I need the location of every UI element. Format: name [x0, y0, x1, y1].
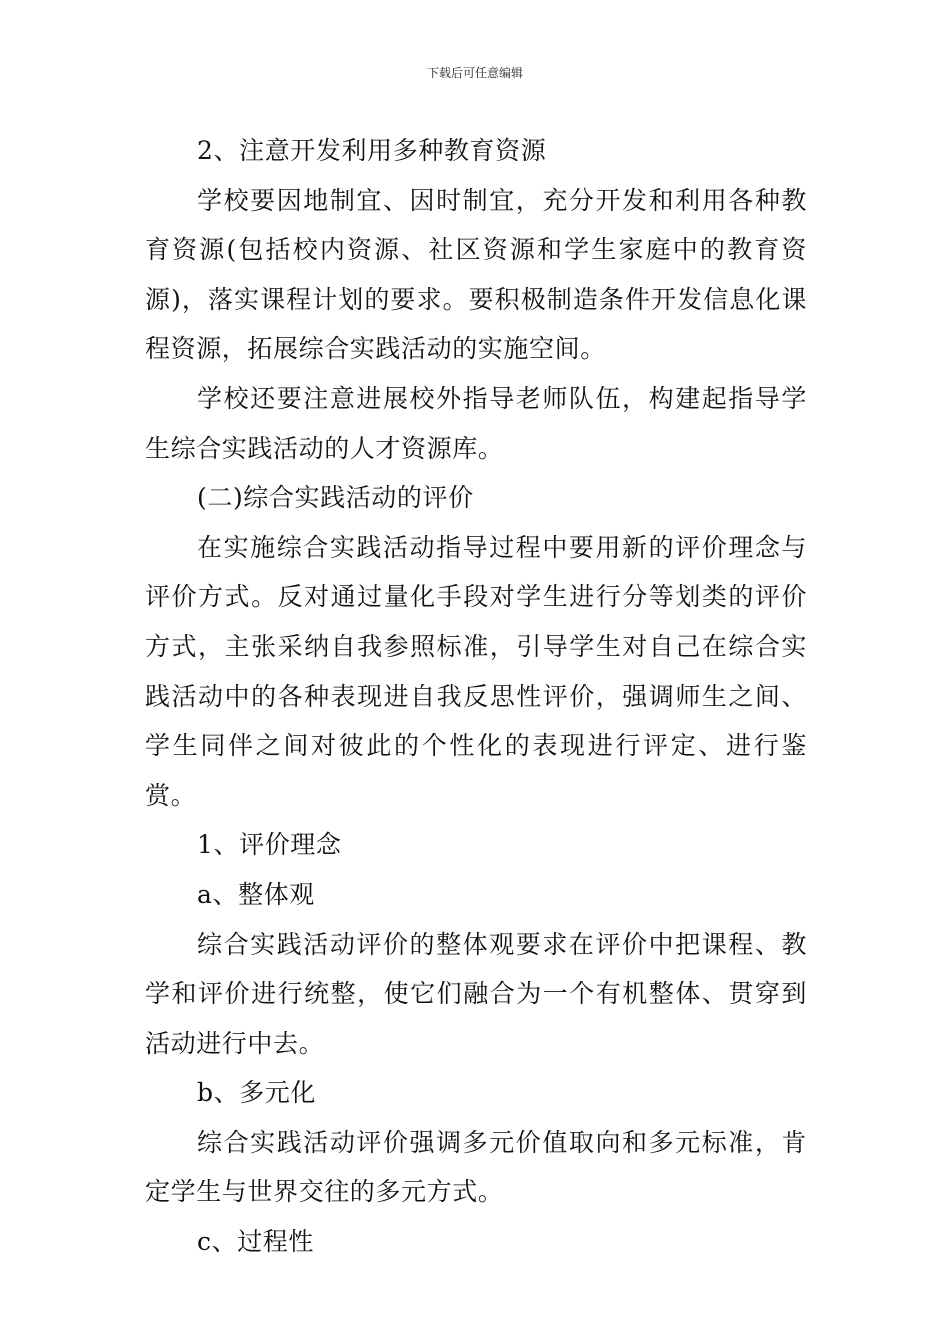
paragraph-external-teachers: 学校还要注意进展校外指导老师队伍，构建起指导学生综合实践活动的人才资源库。	[145, 383, 807, 463]
section-heading-resources: 2、注意开发利用多种教育资源	[197, 136, 547, 165]
document-body	[145, 126, 807, 1267]
page-header-note: 下载后可任意编辑	[426, 66, 523, 80]
paragraph-holistic: 综合实践活动评价的整体观要求在评价中把课程、教学和评价进行统整，使它们融合为一个有机整体、贯穿到活动进行中去。	[145, 929, 807, 1058]
item-heading-diversified: b、多元化	[197, 1078, 317, 1108]
paragraph-diversified: 综合实践活动评价强调多元价值取向和多元标准，肯定学生与世界交往的多元方式。	[145, 1127, 807, 1207]
paragraph-evaluation: 在实施综合实践活动指导过程中要用新的评价理念与评价方式。反对通过量化手段对学生进行分等划类的评价方式，主张采纳自我参照标准，引导学生对自己在综合实践活动中的各种表现进自我反思性评价，强调师生之间、学生同伴之间对彼此的个性化的表现进行评定、进行鉴赏。	[145, 532, 807, 810]
item-heading-holistic: a、整体观	[197, 879, 315, 909]
section-heading-evaluation: (二)综合实践活动的评价	[197, 483, 474, 513]
item-heading-process: c、过程性	[197, 1227, 315, 1257]
subheading-evaluation-concept: 1、评价理念	[197, 830, 342, 860]
paragraph-resources: 学校要因地制宜、因时制宜，充分开发和利用各种教育资源(包括校内资源、社区资源和学生家庭中的教育资源)，落实课程计划的要求。要积极制造条件开发信息化课程资源，拓展综合实践活动的实施空间。	[145, 185, 807, 364]
